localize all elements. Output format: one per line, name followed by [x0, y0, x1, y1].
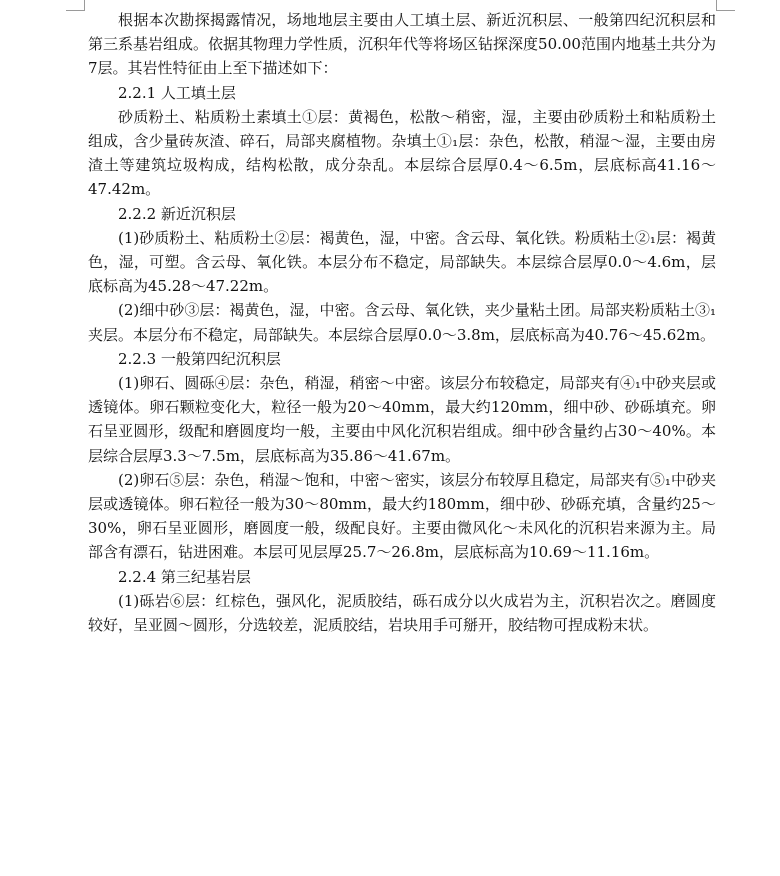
fill-layer-paragraph: 砂质粉土、粘质粉土素填土①层：黄褐色，松散～稍密，湿，主要由砂质粉土和粘质粉土组成，含少量砖灰渣、碎石，局部夹腐植物。杂填土①₁层：杂色，松散，稍湿～湿，主要由房渣土等建筑垃圾构成，结构松散，成分杂乱。本层综合层厚0.4～6.5m，层底标高41.16～47.42m。	[88, 107, 716, 199]
section-heading-2-2-3: 2.2.3 一般第四纪沉积层	[118, 349, 281, 368]
layer-3-paragraph: (2)细中砂③层：褐黄色，湿，中密。含云母、氧化铁，夹少量粘土团。局部夹粉质粘土③₁夹层。本层分布不稳定，局部缺失。本层综合层厚0.0～3.8m，层底标高为40.76～45.62m。	[88, 301, 716, 344]
layer-6-paragraph: (1)砾岩⑥层：红棕色，强风化，泥质胶结，砾石成分以火成岩为主，沉积岩次之。磨圆度较好，呈亚圆～圆形，分选较差，泥质胶结，岩块用手可掰开，胶结物可捏成粉末状。	[88, 591, 716, 635]
intro-paragraph: 根据本次勘探揭露情况，场地地层主要由人工填土层、新近沉积层、一般第四纪沉积层和第三系基岩组成。依据其物理力学性质，沉积年代等将场区钻探深度50.00范围内地基土共分为7层。其岩性特征由上至下描述如下：	[88, 11, 716, 78]
page-corner-mark-left	[66, 0, 85, 11]
section-heading-2-2-4: 2.2.4 第三纪基岩层	[118, 567, 251, 586]
layer-2-paragraph: (1)砂质粉土、粘质粉土②层：褐黄色，湿，中密。含云母、氧化铁。粉质粘土②₁层：褐黄色，湿，可塑。含云母、氧化铁。本层分布不稳定，局部缺失。本层综合层厚0.0～4.6m，层底标高为45.28～47.22m。	[88, 228, 716, 296]
section-heading-2-2-2: 2.2.2 新近沉积层	[118, 204, 236, 223]
document-page	[88, 8, 716, 637]
section-heading-2-2-1: 2.2.1 人工填土层	[118, 83, 236, 102]
layer-4-paragraph: (1)卵石、圆砾④层：杂色，稍湿，稍密～中密。该层分布较稳定，局部夹有④₁中砂夹层或透镜体。卵石颗粒变化大，粒径一般为20～40mm，最大约120mm，细中砂、砂砾填充。卵石呈亚圆形，级配和磨圆度均一般，主要由中风化沉积岩组成。细中砂含量约占30～40%。本层综合层厚3.3～7.5m，层底标高为35.86～41.67m。	[88, 374, 716, 465]
page-corner-mark-right	[716, 0, 735, 11]
layer-5-paragraph: (2)卵石⑤层：杂色，稍湿～饱和，中密～密实，该层分布较厚且稳定，局部夹有⑤₁中砂夹层或透镜体。卵石粒径一般为30～80mm，最大约180mm，细中砂、砂砾充填，含量约25～30%，卵石呈亚圆形，磨圆度一般，级配良好。主要由微风化～未风化的沉积岩来源为主。局部含有漂石，钻进困难。本层可见层厚25.7～26.8m，层底标高为10.69～11.16m。	[88, 470, 716, 562]
